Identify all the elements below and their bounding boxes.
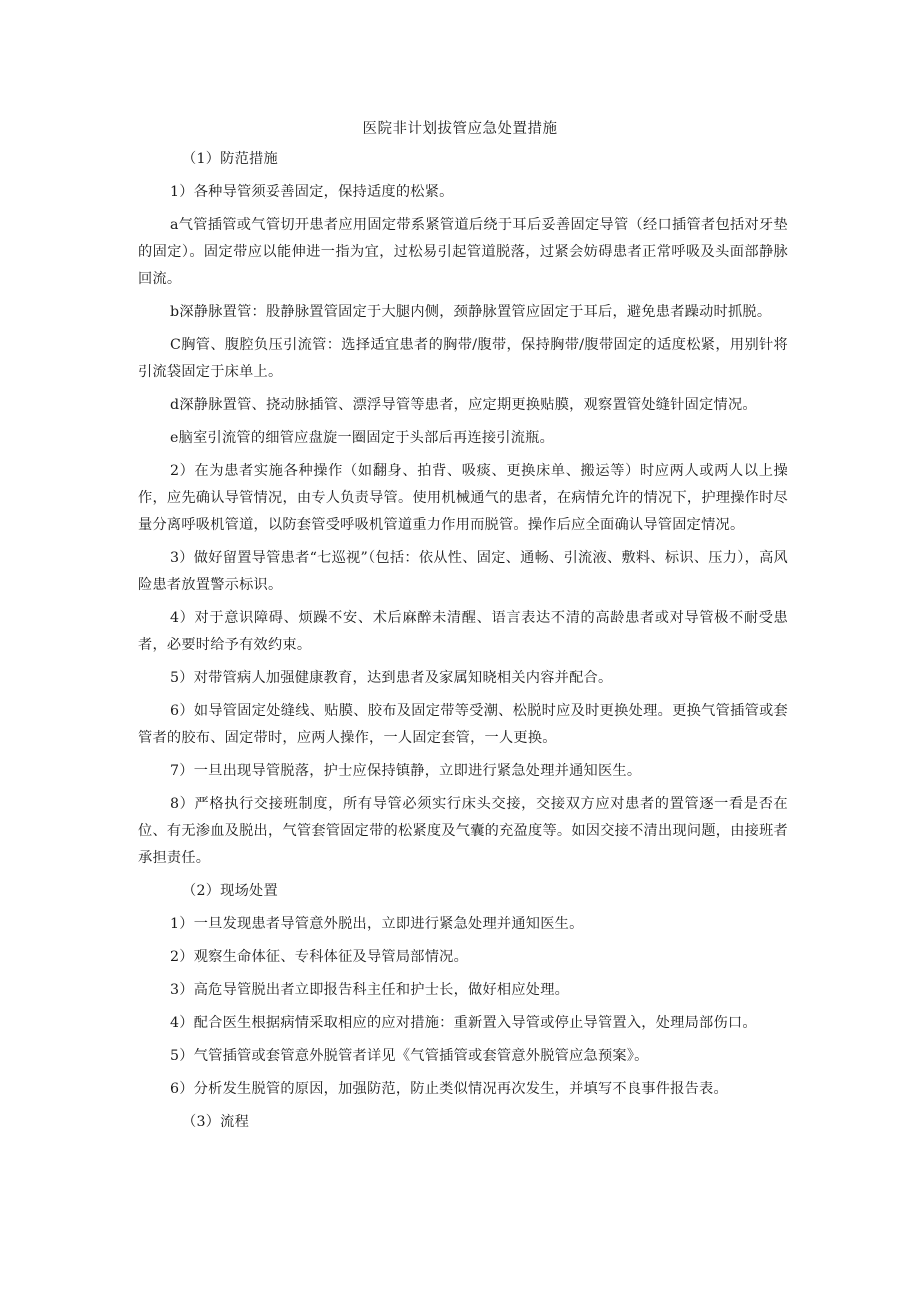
paragraph: e脑室引流管的细管应盘旋一圈固定于头部后再连接引流瓶。 (170, 430, 555, 446)
paragraph: 1）一旦发现患者导管意外脱出，立即进行紧急处理并通知医生。 (170, 916, 584, 932)
paragraph: 4）对于意识障碍、烦躁不安、术后麻醉未清醒、语言表达不清的高龄患者或对导管极不耐受患者，必要时给予有效约束。 (138, 610, 788, 653)
paragraph: 2）在为患者实施各种操作（如翻身、拍背、吸痰、更换床单、搬运等）时应两人或两人以上操作，应先确认导管情况，由专人负责导管。使用机械通气的患者，在病情允许的情况下，护理操作时尽量分离呼吸机管道，以防套管受呼吸机管道重力作用而脱管。操作后应全面确认导管固定情况。 (138, 463, 788, 533)
paragraph: 4）配合医生根据病情采取相应的应对措施：重新置入导管或停止导管置入，处理局部伤口。 (170, 1015, 757, 1031)
paragraph: 2）观察生命体征、专科体征及导管局部情况。 (170, 949, 469, 965)
paragraph: C胸管、腹腔负压引流管：选择适宜患者的胸带/腹带，保持胸带/腹带固定的适度松紧，用别针将引流袋固定于床单上。 (138, 337, 788, 380)
paragraph: d深静脉置管、挠动脉插管、漂浮导管等患者，应定期更换贴膜，观察置管处缝针固定情况。 (170, 397, 757, 413)
section-heading-prevention: （1）防范措施 (182, 151, 278, 167)
section-heading-flow: （3）流程 (182, 1114, 250, 1130)
section-heading-onsite: （2）现场处置 (182, 883, 278, 899)
paragraph: b深静脉置管：股静脉置管固定于大腿内侧，颈静脉置管应固定于耳后，避免患者躁动时抓脱。 (170, 304, 772, 320)
paragraph: 6）如导管固定处缝线、贴膜、胶布及固定带等受潮、松脱时应及时更换处理。更换气管插管或套管者的胶布、固定带时，应两人操作，一人固定套管，一人更换。 (138, 703, 788, 746)
paragraph: 3）做好留置导管患者“七巡视”（包括：依从性、固定、通畅、引流液、敷料、标识、压力），高风险患者放置警示标识。 (138, 550, 788, 593)
paragraph: 5）对带管病人加强健康教育，达到患者及家属知晓相关内容并配合。 (170, 670, 613, 686)
paragraph: 1）各种导管须妥善固定，保持适度的松紧。 (170, 184, 454, 200)
document-title: 医院非计划拔管应急处置措施 (362, 121, 558, 137)
paragraph: 6）分析发生脱管的原因，加强防范，防止类似情况再次发生，并填写不良事件报告表。 (170, 1081, 728, 1097)
paragraph: 3）高危导管脱出者立即报告科主任和护士长，做好相应处理。 (170, 982, 570, 998)
document-body (138, 146, 788, 1136)
paragraph: 7）一旦出现导管脱落，护士应保持镇静，立即进行紧急处理并通知医生。 (170, 763, 642, 779)
paragraph: 8）严格执行交接班制度，所有导管必须实行床头交接，交接双方应对患者的置管逐一看是否在位、有无渗血及脱出，气管套管固定带的松紧度及气囊的充盈度等。如因交接不清出现问题，由接班者承担责任。 (138, 796, 788, 866)
paragraph: a气管插管或气管切开患者应用固定带系紧管道后绕于耳后妥善固定导管（经口插管者包括对牙垫的固定）。固定带应以能伸进一指为宜，过松易引起管道脱落，过紧会妨碍患者正常呼吸及头面部静脉回流。 (138, 217, 788, 287)
paragraph: 5）气管插管或套管意外脱管者详见《气管插管或套管意外脱管应急预案》。 (170, 1048, 649, 1064)
